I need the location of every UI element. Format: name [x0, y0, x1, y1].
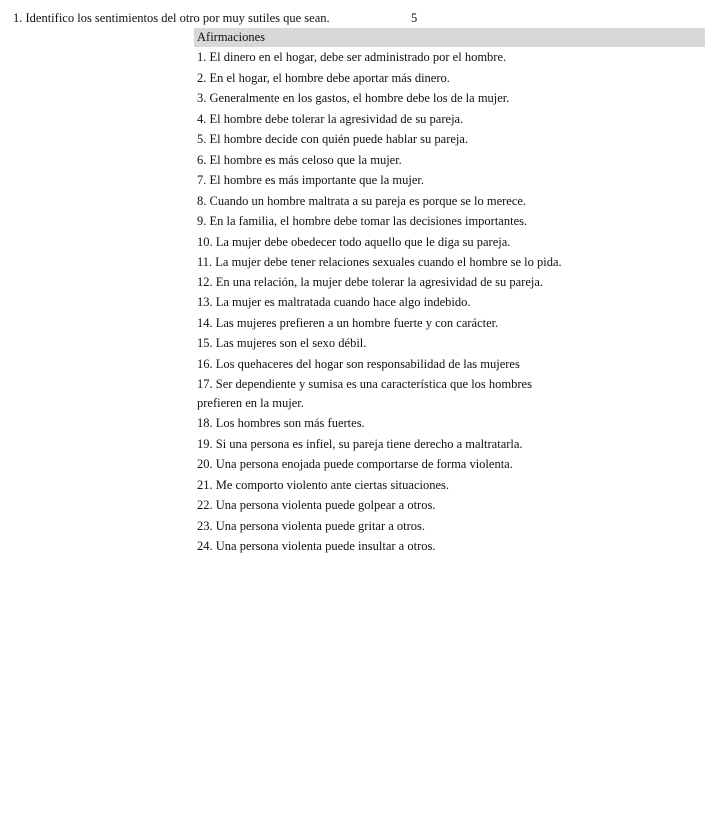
statement-item: 21. Me comporto violento ante ciertas situaciones.	[197, 477, 450, 492]
statement-item: 24. Una persona violenta puede insultar a otros.	[197, 539, 436, 553]
statement-item: 13. La mujer es maltratada cuando hace algo indebido.	[197, 295, 471, 309]
statement-item: 23. Una persona violenta puede gritar a otros.	[197, 518, 426, 533]
statement-item: 19. Si una persona es infiel, su pareja tiene derecho a maltratarla.	[197, 436, 523, 451]
statements-table	[194, 28, 705, 557]
statement-item: 10. La mujer debe obedecer todo aquello que le diga su pareja.	[197, 234, 511, 249]
statement-item: 18. Los hombres son más fuertes.	[197, 416, 365, 430]
statement-item: 14. Las mujeres prefieren a un hombre fuerte y con carácter.	[197, 315, 499, 330]
statement-item: 22. Una persona violenta puede golpear a otros.	[197, 498, 436, 512]
statement-item: 16. Los quehaceres del hogar son responsabilidad de las mujeres	[197, 356, 520, 371]
statement-item: 12. En una relación, la mujer debe tolerar la agresividad de su pareja.	[197, 275, 544, 289]
statement-item: 3. Generalmente en los gastos, el hombre debe los de la mujer.	[197, 91, 510, 105]
intro-statement: 1. Identifico los sentimientos del otro por muy sutiles que sean.	[13, 11, 330, 25]
statement-item: 1. El dinero en el hogar, debe ser administrado por el hombre.	[197, 50, 507, 64]
statement-item: 17. Ser dependiente y sumisa es una característica que los hombres prefieren en la mujer.	[197, 377, 532, 410]
statement-item: 8. Cuando un hombre maltrata a su pareja es porque se lo merece.	[197, 193, 527, 208]
statement-item: 4. El hombre debe tolerar la agresividad de su pareja.	[197, 111, 464, 126]
statement-item: 9. En la familia, el hombre debe tomar las decisiones importantes.	[197, 214, 528, 228]
statement-item: 7. El hombre es más importante que la mujer.	[197, 173, 425, 187]
statement-item: 6. El hombre es más celoso que la mujer.	[197, 152, 402, 167]
statement-item: 20. Una persona enojada puede comportarse de forma violenta.	[197, 457, 513, 471]
statement-item: 15. Las mujeres son el sexo débil.	[197, 336, 367, 350]
statements-list	[194, 47, 705, 557]
statement-item: 5. El hombre decide con quién puede hablar su pareja.	[197, 132, 469, 146]
table-header: Afirmaciones	[194, 28, 705, 47]
statement-item: 11. La mujer debe tener relaciones sexuales cuando el hombre se lo pida.	[197, 255, 562, 269]
statement-item: 2. En el hogar, el hombre debe aportar más dinero.	[197, 70, 450, 85]
intro-score: 5	[411, 11, 418, 25]
